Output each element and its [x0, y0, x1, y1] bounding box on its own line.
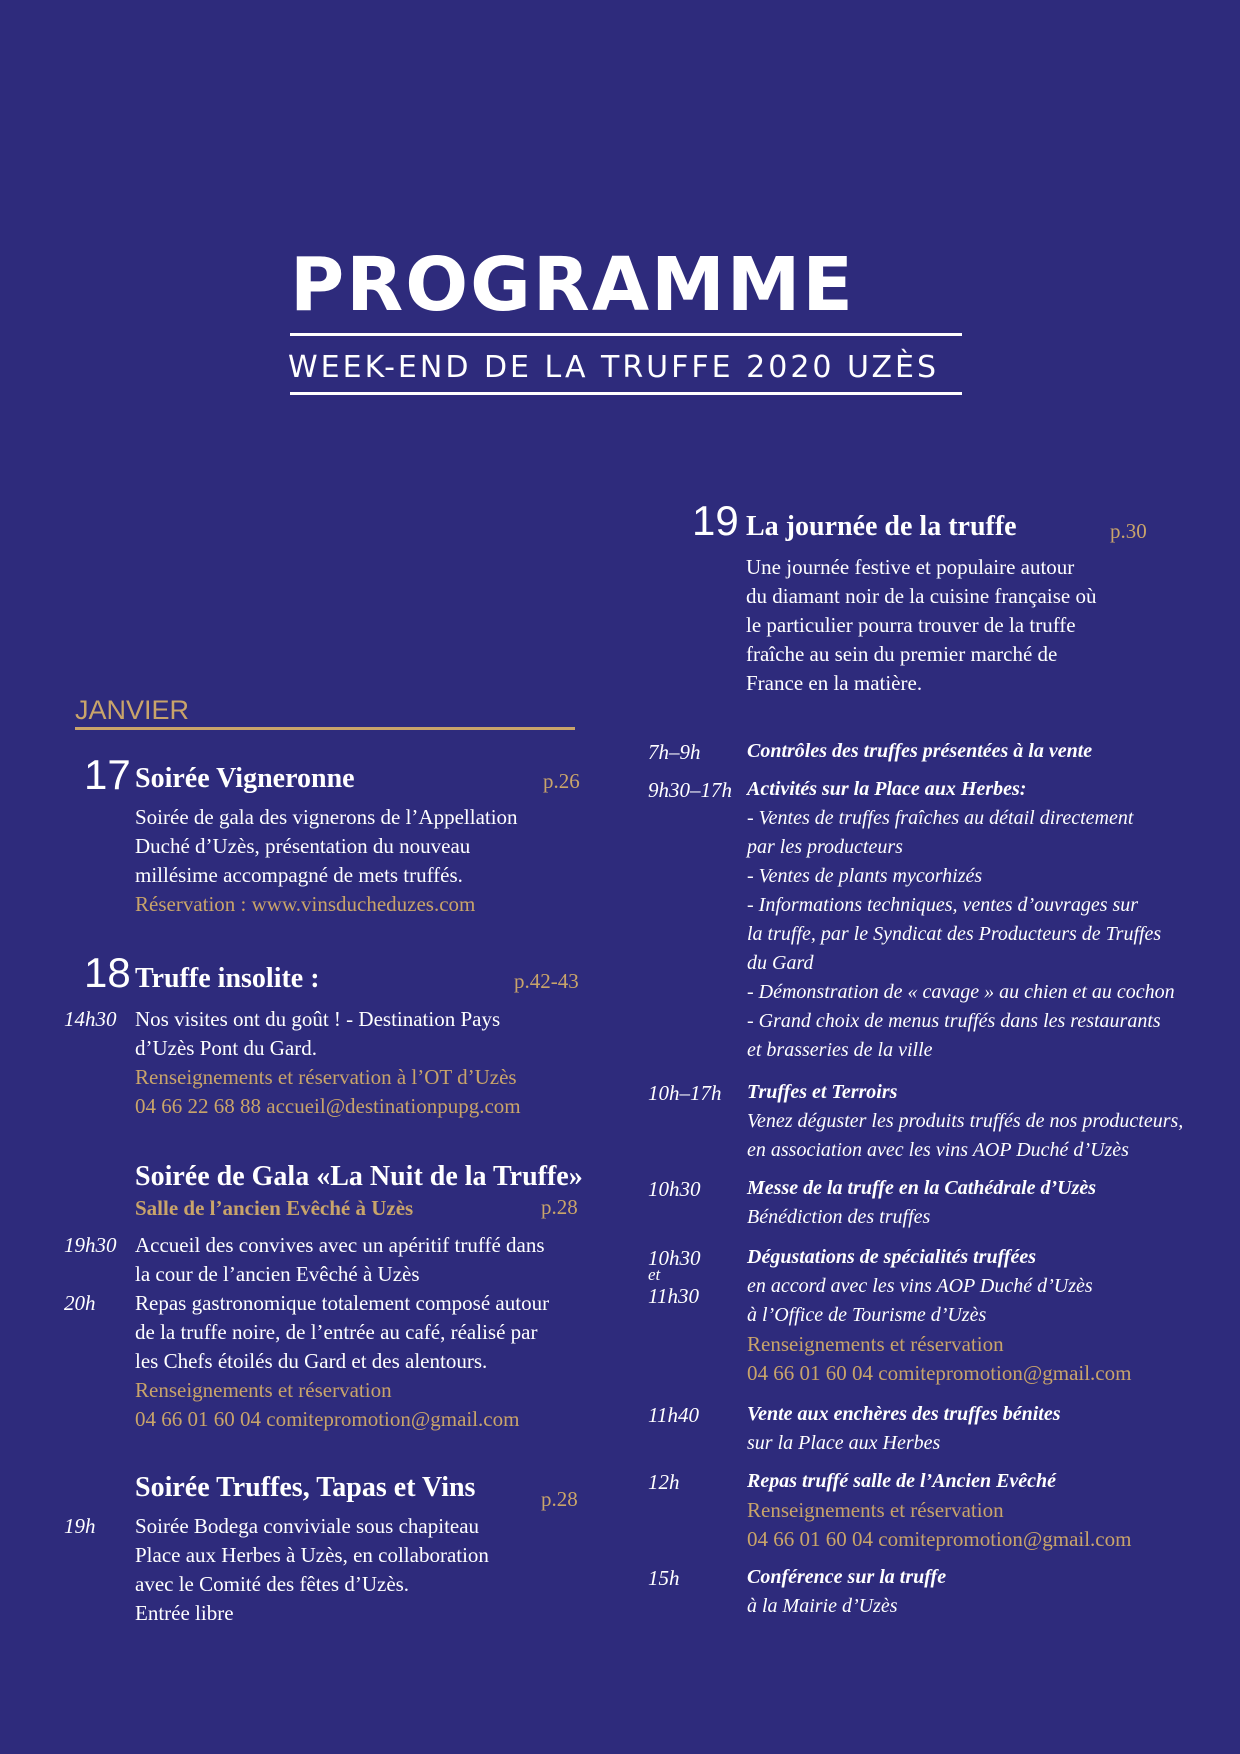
contact-info: Renseignements et réservation — [135, 1378, 392, 1402]
event-day: 18 — [84, 949, 131, 996]
schedule-details — [747, 1400, 1061, 1458]
event-title: Truffe insolite : — [135, 963, 320, 994]
page-reference: p.28 — [541, 1487, 578, 1511]
event-description — [135, 1005, 521, 1121]
text-line: - Ventes de plants mycorhizés — [747, 865, 983, 887]
schedule-time: 12h — [648, 1470, 680, 1494]
text-line: et brasseries de la ville — [747, 1039, 933, 1061]
text-line: - Informations techniques, ventes d’ouvrages sur — [747, 894, 1139, 916]
event-time: 19h30 — [64, 1233, 117, 1257]
schedule-title: Conférence sur la truffe — [747, 1566, 947, 1588]
page-reference: p.30 — [1110, 519, 1147, 543]
event-description — [135, 803, 518, 919]
contact-info: Renseignements et réservation à l’OT d’Uzès — [135, 1065, 517, 1089]
text-line: du Gard — [747, 952, 814, 974]
event-description — [135, 1289, 549, 1434]
contact-info: 04 66 01 60 04 comitepromotion@gmail.com — [747, 1361, 1132, 1385]
schedule-details — [747, 775, 1175, 1065]
event-venue: Salle de l’ancien Evêché à Uzès — [135, 1196, 414, 1220]
event-description — [135, 1231, 545, 1289]
text-line: - Grand choix de menus truffés dans les restaurants — [747, 1010, 1161, 1032]
schedule-time: 10h30 — [648, 1246, 701, 1270]
reservation-info: Réservation : www.vinsducheduzes.com — [135, 892, 476, 916]
event-day: 19 — [692, 497, 739, 544]
text-line: la cour de l’ancien Evêché à Uzès — [135, 1262, 420, 1286]
text-line: Place aux Herbes à Uzès, en collaboration — [135, 1543, 489, 1567]
schedule-title: Contrôles des truffes présentées à la vente — [747, 740, 1093, 762]
schedule-details — [747, 1174, 1096, 1232]
contact-info: Renseignements et réservation — [747, 1498, 1004, 1522]
schedule-details — [747, 1243, 1131, 1388]
text-line: Venez déguster les produits truffés de nos producteurs, — [747, 1110, 1184, 1132]
schedule-details — [747, 1467, 1131, 1554]
page-reference: p.42-43 — [514, 969, 579, 993]
text-line: les Chefs étoilés du Gard et des alentours. — [135, 1349, 488, 1373]
schedule-time: 10h–17h — [648, 1081, 722, 1105]
schedule-time-connector: et — [648, 1265, 661, 1284]
event-description — [746, 553, 1096, 698]
text-line: Soirée Bodega conviviale sous chapiteau — [135, 1514, 480, 1538]
schedule-time: 11h30 — [648, 1284, 699, 1308]
event-description — [135, 1512, 489, 1628]
month-rule — [75, 727, 575, 730]
text-line: Bénédiction des truffes — [747, 1206, 931, 1228]
text-line: Une journée festive et populaire autour — [746, 555, 1075, 579]
page-title: PROGRAMME — [290, 242, 855, 328]
contact-info: 04 66 01 60 04 comitepromotion@gmail.com — [747, 1527, 1132, 1551]
schedule-time: 11h40 — [648, 1403, 699, 1427]
text-line: par les producteurs — [747, 836, 903, 858]
schedule-title: Messe de la truffe en la Cathédrale d’Uzès — [747, 1177, 1097, 1199]
text-line: le particulier pourra trouver de la truffe — [746, 613, 1076, 637]
contact-info: 04 66 01 60 04 comitepromotion@gmail.com — [135, 1407, 520, 1431]
event-time: 14h30 — [64, 1007, 117, 1031]
event-title: Soirée Vigneronne — [135, 763, 355, 794]
schedule-details — [747, 1563, 946, 1621]
text-line: millésime accompagné de mets truffés. — [135, 863, 463, 887]
text-line: sur la Place aux Herbes — [747, 1432, 941, 1454]
event-time: 20h — [64, 1291, 96, 1315]
text-line: France en la matière. — [746, 671, 923, 695]
schedule-time: 10h30 — [648, 1177, 701, 1201]
contact-info: Renseignements et réservation — [747, 1332, 1004, 1356]
title-rule-top — [290, 333, 962, 336]
schedule-title: Vente aux enchères des truffes bénites — [747, 1403, 1061, 1425]
event-title: Soirée Truffes, Tapas et Vins — [135, 1472, 476, 1503]
text-line: avec le Comité des fêtes d’Uzès. — [135, 1572, 410, 1596]
text-line: Nos visites ont du goût ! - Destination Pays — [135, 1007, 501, 1031]
text-line: fraîche au sein du premier marché de — [746, 642, 1058, 666]
schedule-title: Dégustations de spécialités truffées — [747, 1246, 1037, 1268]
page-reference: p.28 — [541, 1195, 578, 1219]
schedule-title: Truffes et Terroirs — [747, 1081, 898, 1103]
event-day: 17 — [84, 751, 131, 798]
event-title: Soirée de Gala «La Nuit de la Truffe» — [135, 1161, 583, 1192]
text-line: Accueil des convives avec un apéritif truffé dans — [135, 1233, 545, 1257]
schedule-details — [747, 1078, 1183, 1165]
text-line: en association avec les vins AOP Duché d’Uzès — [747, 1139, 1129, 1161]
contact-info: 04 66 22 68 88 accueil@destinationpupg.com — [135, 1094, 521, 1118]
event-title: La journée de la truffe — [746, 511, 1017, 542]
text-line: Soirée de gala des vignerons de l’Appellation — [135, 805, 518, 829]
text-line: - Démonstration de « cavage » au chien et au cochon — [747, 981, 1175, 1003]
page-reference: p.26 — [543, 769, 580, 793]
text-line: à l’Office de Tourisme d’Uzès — [747, 1304, 987, 1326]
text-line: du diamant noir de la cuisine française où — [746, 584, 1097, 608]
text-line: la truffe, par le Syndicat des Producteurs de Truffes — [747, 923, 1162, 945]
text-line: Entrée libre — [135, 1601, 234, 1625]
text-line: en accord avec les vins AOP Duché d’Uzès — [747, 1275, 1093, 1297]
month-heading: JANVIER — [75, 695, 190, 725]
page-subtitle: WEEK-END DE LA TRUFFE 2020 UZÈS — [288, 350, 940, 385]
title-rule-bottom — [290, 392, 962, 395]
schedule-title: Activités sur la Place aux Herbes: — [747, 778, 1027, 800]
event-time: 19h — [64, 1514, 96, 1538]
text-line: à la Mairie d’Uzès — [747, 1595, 898, 1617]
schedule-time: 7h–9h — [648, 740, 701, 764]
text-line: Repas gastronomique totalement composé autour — [135, 1291, 550, 1315]
schedule-time: 9h30–17h — [648, 778, 732, 802]
schedule-time: 15h — [648, 1566, 680, 1590]
text-line: Duché d’Uzès, présentation du nouveau — [135, 834, 471, 858]
text-line: de la truffe noire, de l’entrée au café, réalisé par — [135, 1320, 538, 1344]
text-line: - Ventes de truffes fraîches au détail directement — [747, 807, 1134, 829]
text-line: d’Uzès Pont du Gard. — [135, 1036, 317, 1060]
schedule-title: Repas truffé salle de l’Ancien Evêché — [747, 1470, 1057, 1492]
